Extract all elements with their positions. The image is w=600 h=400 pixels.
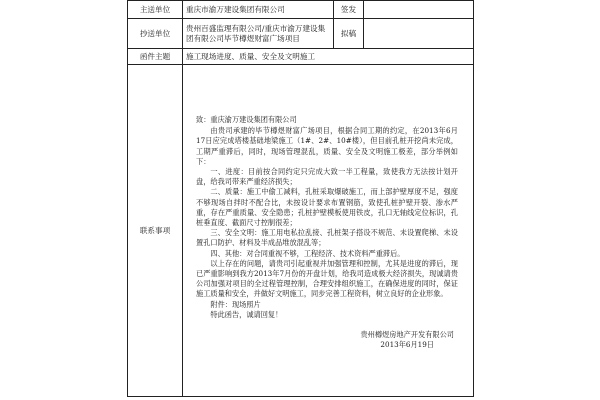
letter-paragraph: 以上存在的问题，请贵司引起重视并加强管理和控制，尤其是进度的滞后，现已严重影响到我方2013年7月份的开盘计划，给我司造成极大经济损失，现诚请贵公司加强对项目的全过程管理控制，合理安排组织施工，在确保进度的同时，保证施工质量和安全，并做好文明施工，同步完善工程资料，树立良好的企业形象。	[196, 258, 458, 299]
drafter-label: 拟稿	[334, 19, 364, 49]
matters-label: 联系事项	[128, 65, 183, 397]
drafter-value	[364, 19, 474, 49]
letter-paragraph: 四、其他：对合同重视不够，工程经济、技术资料严重滞后。	[210, 248, 405, 258]
letter-body	[186, 111, 470, 350]
main-recipient-value: 重庆市渝万建设集团有限公司	[183, 1, 334, 19]
row-main-recipient	[128, 1, 474, 19]
cc-recipient-label: 抄送单位	[128, 19, 183, 49]
letter-paragraph: 二、质量：施工中偷工减料，孔桩采取爆破施工，而上部护壁厚度不足，强度不够现场自拌时不配合比，未按设计要求布置钢筋，致使孔桩护壁开裂、渗水严重，存在严重质量、安全隐患；孔桩护壁模板使用铁皮，孔口无轴线定位标识，孔桩垂直度、截面尺寸控制很差；	[196, 187, 458, 227]
letter-attachment: 附件：现场照片	[210, 299, 261, 309]
subject-label: 函件主题	[128, 49, 183, 65]
main-recipient-label: 主送单位	[128, 1, 183, 19]
signature-date: 2013年6月19日	[380, 340, 434, 350]
letter-address: 致：重庆渝万建设集团有限公司	[196, 114, 297, 124]
letter-paragraph: 一、进度：目前按合同约定只完成大致一半工程量，致使我方无法按计划开盘，给我司带来严重经济损失；	[196, 166, 458, 187]
issuer-label: 签发	[334, 1, 364, 19]
letter-paragraph: 三、安全文明：施工用电私拉乱接、孔桩架子搭设不规范、未设置爬梯、未设置孔口防护、材料及半成品堆放混乱等；	[196, 228, 458, 248]
matters-cell	[183, 65, 474, 397]
row-subject	[128, 49, 474, 65]
letter-paragraph: 由贵司承建的毕节樽煜财富广场项目，根据合同工期的约定，在2013年6月17日应完成塔楼基础地梁施工（1#、2#、10#楼），但目前孔桩开挖尚未完成，工期严重滞后，同时，现场管理混乱，质量、安全及文明施工极差，部分举例如下：	[196, 126, 458, 166]
signature-block	[196, 330, 458, 350]
issuer-value	[364, 1, 474, 19]
contact-letter-form	[127, 0, 474, 397]
signature-company: 贵州樽煜房地产开发有限公司	[360, 330, 454, 340]
row-cc-recipient	[128, 19, 474, 49]
letter-closing: 特此函告，诚请回复！	[210, 309, 283, 319]
row-matters	[128, 65, 474, 397]
subject-value: 施工现场进度、质量、安全及文明施工	[183, 49, 474, 65]
cc-recipient-value: 贵州百盛监理有限公司/重庆市渝万建设集团有限公司毕节樽煜财富广场项目	[183, 19, 334, 49]
